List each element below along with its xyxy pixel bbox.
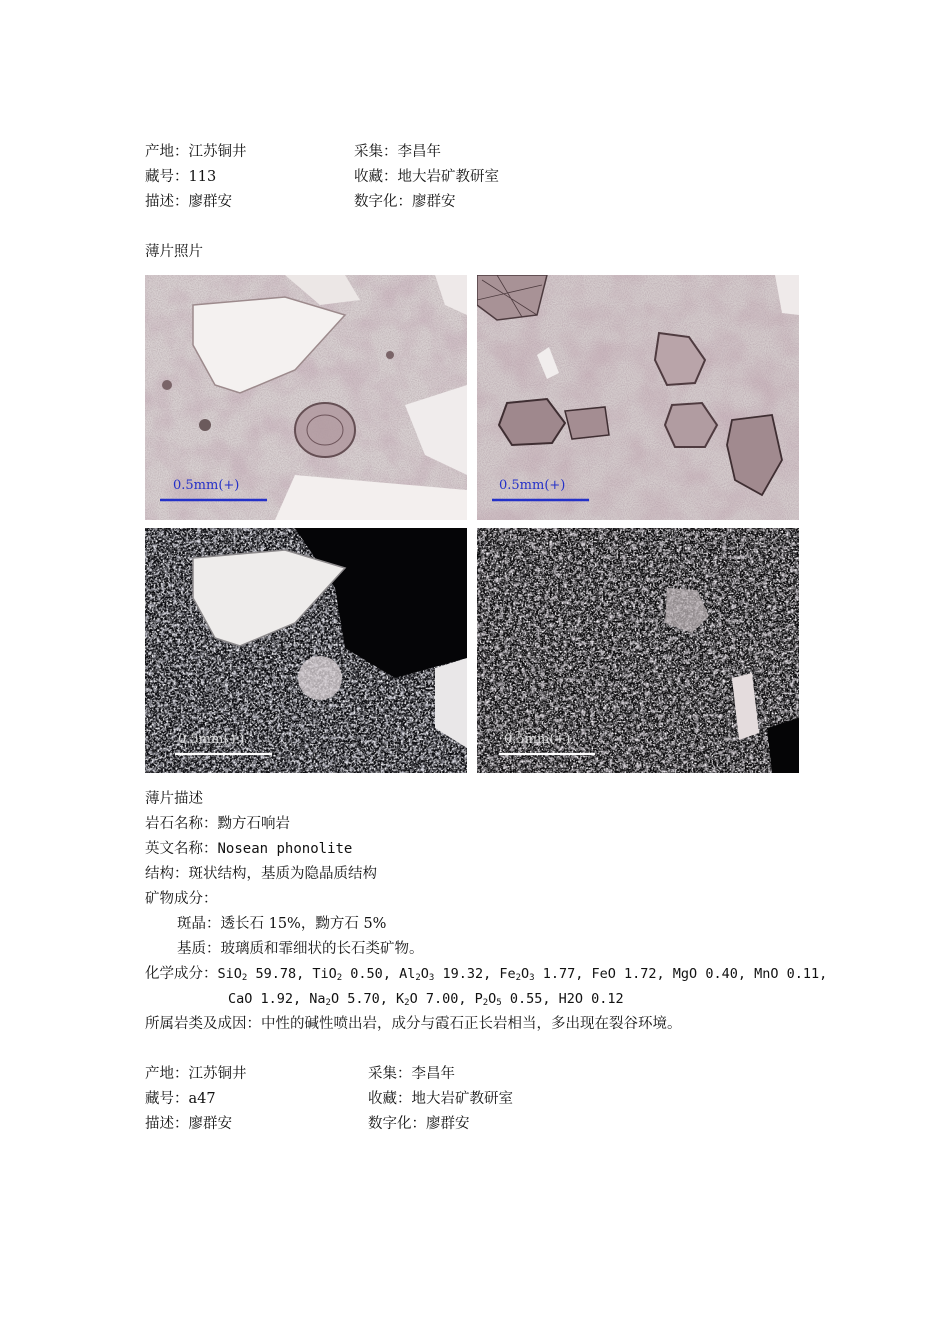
rock-name-row <box>145 814 290 834</box>
k2o-value: 7.00 <box>425 991 459 1007</box>
genesis-row <box>145 1014 682 1034</box>
record2-number-row <box>145 1089 216 1109</box>
tio2-value: 0.50 <box>350 966 383 982</box>
matrix-row <box>177 939 424 959</box>
number-value: a47 <box>188 1091 216 1107</box>
collection-value: 地大岩矿教研室 <box>411 1091 513 1107</box>
number-value: 113 <box>188 169 217 185</box>
h2o-value: 0.12 <box>591 991 624 1007</box>
english-name-label: 英文名称： <box>145 841 218 857</box>
mineral-label: 矿物成分： <box>145 891 218 907</box>
mno-value: 0.11 <box>786 966 820 982</box>
describer-value: 廖群安 <box>188 1116 232 1132</box>
collector-value: 李昌年 <box>411 1066 455 1082</box>
describer-label: 描述： <box>145 194 189 210</box>
scale-label: 0.5mm(+) <box>178 732 245 747</box>
collector-label: 采集： <box>354 144 398 160</box>
scale-label: 0.5mm(+) <box>504 732 571 747</box>
chemistry-row-2: CaO 1.92, $Na_2O$ 5.70, $K_2O$ 7.00, $P_2O_5$ 0.55, H2O 0.12 <box>228 991 624 1008</box>
matrix-value: 玻璃质和霏细状的长石类矿物。 <box>220 941 424 957</box>
digitizer-label: 数字化： <box>354 194 412 210</box>
chemistry-row-1: 化学成分：SiO$_2$ 59.78, TiO$_2$ 0.50, $Al_2O_3$ 19.32, $Fe_2O_3$ 1.77, FeO 1.72, MgO 0.40, MnO 0.11, <box>145 966 828 983</box>
record1-number-row <box>145 167 216 187</box>
collector-value: 李昌年 <box>397 144 441 160</box>
phenocryst-label: 斑晶： <box>177 916 221 932</box>
digitizer-value: 廖群安 <box>426 1116 470 1132</box>
thin-section-photo-ppl-1 <box>145 275 467 520</box>
thin-section-photo-xpl-2 <box>477 528 799 773</box>
record1-collector-row <box>354 142 441 162</box>
english-name-row <box>145 839 352 859</box>
record1-collection-row <box>354 167 499 187</box>
rock-name-value: 黝方石响岩 <box>217 816 290 832</box>
thin-section-photo-xpl-1 <box>145 528 467 773</box>
describer-value: 廖群安 <box>188 194 232 210</box>
origin-value: 江苏铜井 <box>188 1066 247 1082</box>
na2o-value: 5.70 <box>347 991 380 1007</box>
thin-section-photo-ppl-2 <box>477 275 799 520</box>
genesis-label: 所属岩类及成因： <box>145 1016 261 1032</box>
structure-label: 结构： <box>145 866 189 882</box>
mgo-value: 0.40 <box>705 966 738 982</box>
matrix-label: 基质： <box>177 941 221 957</box>
record2-collector-row <box>368 1064 455 1084</box>
collection-label: 收藏： <box>354 169 398 185</box>
record2-digitizer-row <box>368 1114 470 1134</box>
collection-label: 收藏： <box>368 1091 412 1107</box>
describer-label: 描述： <box>145 1116 189 1132</box>
chemistry-label: 化学成分： <box>145 966 218 982</box>
scale-label: 0.5mm(+) <box>173 478 240 493</box>
rock-name-label: 岩石名称： <box>145 816 218 832</box>
sio2-value: 59.78 <box>255 966 297 982</box>
origin-value: 江苏铜井 <box>188 144 247 160</box>
collection-value: 地大岩矿教研室 <box>397 169 499 185</box>
fe2o3-value: 1.77 <box>542 966 576 982</box>
cao-value: 1.92 <box>260 991 294 1007</box>
collector-label: 采集： <box>368 1066 412 1082</box>
record2-origin-row <box>145 1064 247 1084</box>
al2o3-value: 19.32 <box>442 966 484 982</box>
english-name-value: Nosean phonolite <box>217 841 353 857</box>
digitizer-value: 廖群安 <box>412 194 456 210</box>
structure-row <box>145 864 377 884</box>
structure-value: 斑状结构，基质为隐晶质结构 <box>188 866 377 882</box>
digitizer-label: 数字化： <box>368 1116 426 1132</box>
origin-label: 产地： <box>145 1066 189 1082</box>
record2-collection-row <box>368 1089 513 1109</box>
record1-digitizer-row <box>354 192 456 212</box>
scale-label: 0.5mm(+) <box>499 478 566 493</box>
record1-origin-row <box>145 142 247 162</box>
photos-section-title: 薄片照片 <box>145 244 203 260</box>
number-label: 藏号： <box>145 169 189 185</box>
phenocryst-value: 透长石 15%，黝方石 5% <box>220 916 387 932</box>
feo-value: 1.72 <box>624 966 657 982</box>
description-section-title: 薄片描述 <box>145 791 203 807</box>
origin-label: 产地： <box>145 144 189 160</box>
number-label: 藏号： <box>145 1091 189 1107</box>
record1-describer-row <box>145 192 232 212</box>
genesis-value: 中性的碱性喷出岩，成分与霞石正长岩相当，多出现在裂谷环境。 <box>261 1016 682 1032</box>
record2-describer-row <box>145 1114 232 1134</box>
p2o5-value: 0.55 <box>509 991 543 1007</box>
phenocryst-row <box>177 914 386 934</box>
